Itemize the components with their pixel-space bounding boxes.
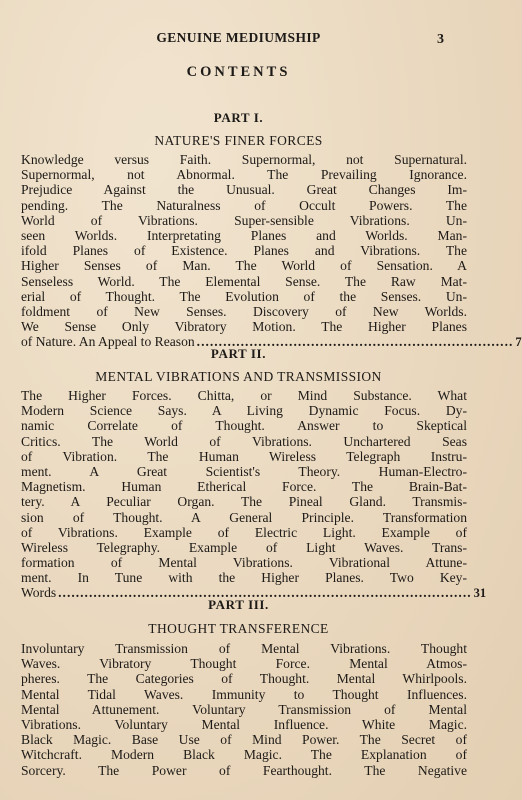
summary-line: Critics. The World of Vibrations. Unchartered Seas [21, 433, 467, 449]
summary-line: of Vibrations. Example of Electric Light. Example of [21, 524, 467, 540]
summary-line: Witchcraft. Modern Black Magic. The Explanation of [21, 747, 467, 763]
part-2-title: MENTAL VIBRATIONS AND TRANSMISSION [95, 369, 382, 384]
part-2-heading: PART II. [210, 346, 267, 361]
summary-line: Words [21, 585, 57, 601]
part-2-summary [21, 388, 487, 601]
summary-line: of Nature. An Appeal to Reason [21, 334, 195, 350]
summary-line: World of Vibrations. Super-sensible Vibrations. Un- [21, 212, 467, 228]
summary-line: pending. The Naturalness of Occult Powers. The [21, 197, 467, 213]
page-number: 3 [437, 32, 444, 47]
dot-leader: .............................................................................................. [58, 585, 472, 601]
summary-line: Waves. Vibratory Thought Force. Mental Atmos- [21, 656, 467, 672]
part-1-title: NATURE'S FINER FORCES [154, 133, 323, 148]
part-1-page-number: 7 [515, 335, 522, 350]
summary-line: erial of Thought. The Evolution of the Senses. Un- [21, 288, 467, 304]
summary-line: pheres. The Categories of Thought. Mental Whirlpools. [21, 671, 467, 687]
dot-leader: ........................................................................ [196, 334, 514, 350]
part-3-summary [21, 641, 467, 778]
summary-line: seen Worlds. Interpretating Planes and Worlds. Man- [21, 227, 467, 243]
summary-line: Involuntary Transmission of Mental Vibrations. Thought [21, 641, 467, 656]
part-1-summary [21, 152, 522, 350]
summary-line: Higher Senses of Man. The World of Sensation. A [21, 258, 467, 274]
summary-line: ifold Planes of Existence. Planes and Vibrations. The [21, 243, 467, 259]
summary-line: tery. A Peculiar Organ. The Pineal Gland. Transmis- [21, 494, 467, 510]
summary-line: Wireless Telegraphy. Example of Light Waves. Trans- [21, 539, 467, 555]
part-3-title: THOUGHT TRANSFERENCE [148, 621, 329, 636]
summary-line: Mental Tidal Waves. Immunity to Thought Influences. [21, 686, 467, 702]
summary-line: namic Correlate of Thought. Answer to Skeptical [21, 418, 467, 434]
contents-title: CONTENTS [186, 64, 291, 80]
summary-line: foldment of New Senses. Discovery of New Worlds. [21, 303, 467, 319]
summary-line: Modern Science Says. A Living Dynamic Focus. Dy- [21, 403, 467, 419]
summary-line: We Sense Only Vibratory Motion. The Higher Planes [21, 319, 467, 335]
running-head: GENUINE MEDIUMSHIP [156, 30, 321, 45]
summary-line: Vibrations. Voluntary Mental Influence. White Magic. [21, 716, 467, 732]
summary-line: sion of Thought. A General Principle. Transformation [21, 509, 467, 525]
part-1-heading: PART I. [213, 110, 264, 125]
summary-line: Black Magic. Base Use of Mind Power. The Secret of [21, 732, 467, 748]
summary-line: Mental Attunement. Voluntary Transmission of Mental [21, 701, 467, 717]
summary-line: Supernormal, not Abnormal. The Prevailing Ignorance. [21, 167, 467, 183]
summary-line: of Vibration. The Human Wireless Telegraph Instru- [21, 448, 467, 464]
summary-line: ment. In Tune with the Higher Planes. Two Key- [21, 570, 467, 586]
summary-line: The Higher Forces. Chitta, or Mind Substance. What [21, 388, 467, 403]
summary-line: Prejudice Against the Unusual. Great Changes Im- [21, 182, 467, 198]
summary-line: ment. A Great Scientist's Theory. Human-Electro- [21, 463, 467, 479]
part-3-heading: PART III. [208, 597, 269, 612]
summary-line: Sorcery. The Power of Fearthought. The Negative [21, 762, 467, 778]
summary-line: Senseless World. The Elemental Sense. The Raw Mat- [21, 273, 467, 289]
summary-line: Knowledge versus Faith. Supernormal, not Supernatural. [21, 152, 467, 167]
summary-line: Magnetism. Human Etherical Force. The Brain-Bat- [21, 479, 467, 495]
summary-line: formation of Mental Vibrations. Vibrational Attune- [21, 555, 467, 571]
part-2-page-number: 31 [473, 586, 487, 601]
